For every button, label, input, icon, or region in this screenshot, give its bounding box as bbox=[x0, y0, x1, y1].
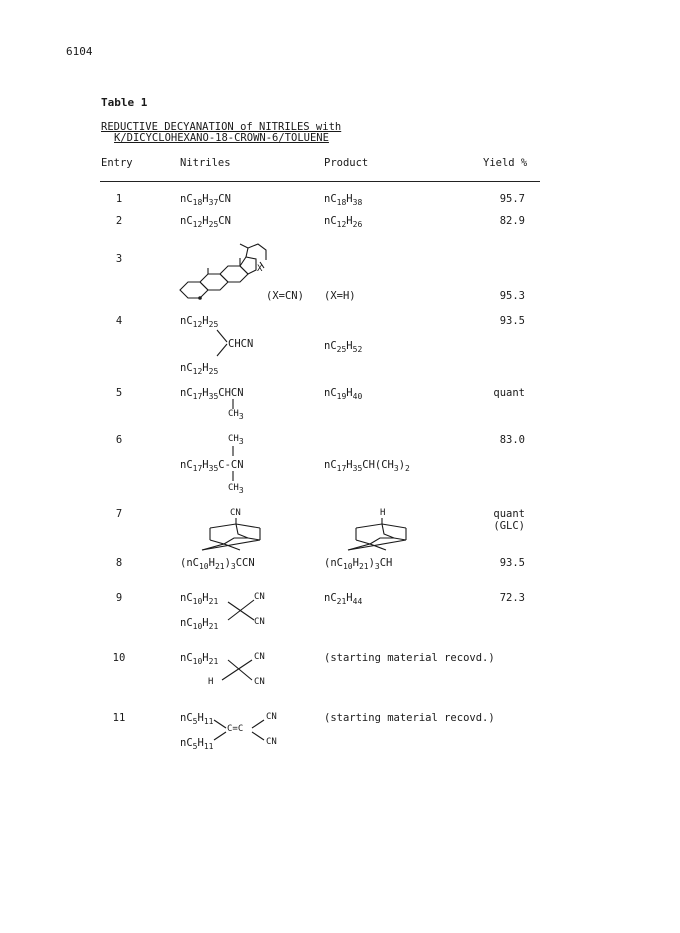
table-label: Table 1 bbox=[101, 96, 148, 109]
nitrile-formula: $nC_{12}H_{25}$ bbox=[180, 362, 219, 376]
yield-value: 93.5 bbox=[499, 557, 525, 569]
alkene-core: C=C bbox=[227, 724, 244, 734]
page-number: 6104 bbox=[66, 45, 93, 58]
entry-number: 3 bbox=[115, 253, 123, 265]
cyano-group: CN bbox=[254, 592, 265, 602]
yield-value: quant bbox=[493, 508, 525, 520]
product-formula: $nC_{21}H_{44}$ bbox=[324, 592, 363, 606]
entry-number: 2 bbox=[115, 215, 123, 227]
methyl-bond bbox=[240, 244, 248, 248]
entry-number: 1 bbox=[115, 193, 123, 205]
product-formula: $nC_{18}H_{38}$ bbox=[324, 193, 363, 207]
adamantane-structure bbox=[200, 518, 270, 552]
yield-value: 93.5 bbox=[499, 315, 525, 327]
nitrile-formula: $nC_{17}H_{35}C-CN$ bbox=[180, 459, 244, 473]
cyano-group: CN bbox=[266, 712, 277, 722]
methyl-group: $CH_3$ bbox=[228, 483, 244, 495]
substituent-x: X bbox=[257, 264, 263, 274]
yield-value: 72.3 bbox=[499, 592, 525, 604]
yield-value: 82.9 bbox=[499, 215, 525, 227]
nitrile-formula: $(nC_{10}H_{21})_3CCN$ bbox=[180, 557, 255, 571]
nitrile-formula: $nC_{10}H_{21}$ bbox=[180, 617, 219, 631]
bond bbox=[230, 446, 236, 458]
nitrile-formula: $nC_{18}H_{37}CN$ bbox=[180, 193, 231, 207]
entry-number: 10 bbox=[112, 652, 126, 664]
product-formula: $nC_{12}H_{26}$ bbox=[324, 215, 363, 229]
entry-number: 8 bbox=[115, 557, 123, 569]
yield-value: 95.3 bbox=[499, 290, 525, 302]
ring-a bbox=[180, 282, 208, 298]
nitrile-note: (X=CN) bbox=[266, 290, 304, 302]
product-note: (X=H) bbox=[324, 290, 356, 302]
entry-number: 11 bbox=[112, 712, 126, 724]
yield-method: (GLC) bbox=[493, 520, 525, 532]
ring-c bbox=[220, 266, 248, 282]
header-yield: Yield % bbox=[483, 157, 528, 169]
product-formula: $(nC_{10}H_{21})_3CH$ bbox=[324, 557, 393, 571]
adamantane-substituent: CN bbox=[230, 508, 241, 518]
product-formula: $nC_{19}H_{40}$ bbox=[324, 387, 363, 401]
header-rule bbox=[100, 181, 540, 182]
chcn-group: CHCN bbox=[228, 338, 254, 350]
cyano-group: CN bbox=[266, 737, 277, 747]
entry-number: 5 bbox=[115, 387, 123, 399]
nitrile-formula: $nC_{12}H_{25}CN$ bbox=[180, 215, 231, 229]
nitrile-formula: $nC_{17}H_{35}CHCN$ bbox=[180, 387, 244, 401]
entry-number: 6 bbox=[115, 434, 123, 446]
methyl-group: $CH_3$ bbox=[228, 434, 244, 446]
entry-number: 9 bbox=[115, 592, 123, 604]
yield-value: 83.0 bbox=[499, 434, 525, 446]
header-nitriles: Nitriles bbox=[180, 157, 231, 169]
cross-bonds bbox=[220, 658, 254, 684]
entry-number: 4 bbox=[115, 315, 123, 327]
bond bbox=[230, 471, 236, 483]
table-title-line-2: K/DICYCLOHEXANO-18-CROWN-6/TOLUENE bbox=[114, 132, 329, 144]
ring-d bbox=[240, 257, 256, 274]
adamantane-substituent: H bbox=[380, 508, 386, 518]
cyano-group: CN bbox=[254, 677, 265, 687]
stereo-dot bbox=[198, 296, 202, 300]
entry-number: 7 bbox=[115, 508, 123, 520]
nitrile-formula: $nC_5H_{11}$ bbox=[180, 737, 214, 751]
table-title-line-1: REDUCTIVE DECYANATION of NITRILES with bbox=[101, 121, 342, 133]
header-product: Product bbox=[324, 157, 369, 169]
nitrile-formula: $nC_{12}H_{25}$ bbox=[180, 315, 219, 329]
yield-value: 95.7 bbox=[499, 193, 525, 205]
adamantane-structure bbox=[346, 518, 416, 552]
cyano-group: CN bbox=[254, 652, 265, 662]
cyano-group: CN bbox=[254, 617, 265, 627]
steroid-structure bbox=[170, 238, 280, 308]
nitrile-formula: $nC_5H_{11}$ bbox=[180, 712, 214, 726]
nitrile-formula: $nC_{10}H_{21}$ bbox=[180, 592, 219, 606]
nitrile-formula: $nC_{10}H_{21}$ bbox=[180, 652, 219, 666]
product-note: (starting material recovd.) bbox=[324, 712, 495, 724]
product-note: (starting material recovd.) bbox=[324, 652, 495, 664]
header-entry: Entry bbox=[101, 157, 133, 169]
hydrogen-atom: H bbox=[208, 677, 214, 687]
product-formula: $nC_{25}H_{52}$ bbox=[324, 340, 363, 354]
yield-value: quant bbox=[493, 387, 525, 399]
product-formula: $nC_{17}H_{35}CH(CH_3)_2$ bbox=[324, 459, 410, 473]
ring-b bbox=[200, 274, 228, 290]
methyl-group: $CH_3$ bbox=[228, 409, 244, 421]
